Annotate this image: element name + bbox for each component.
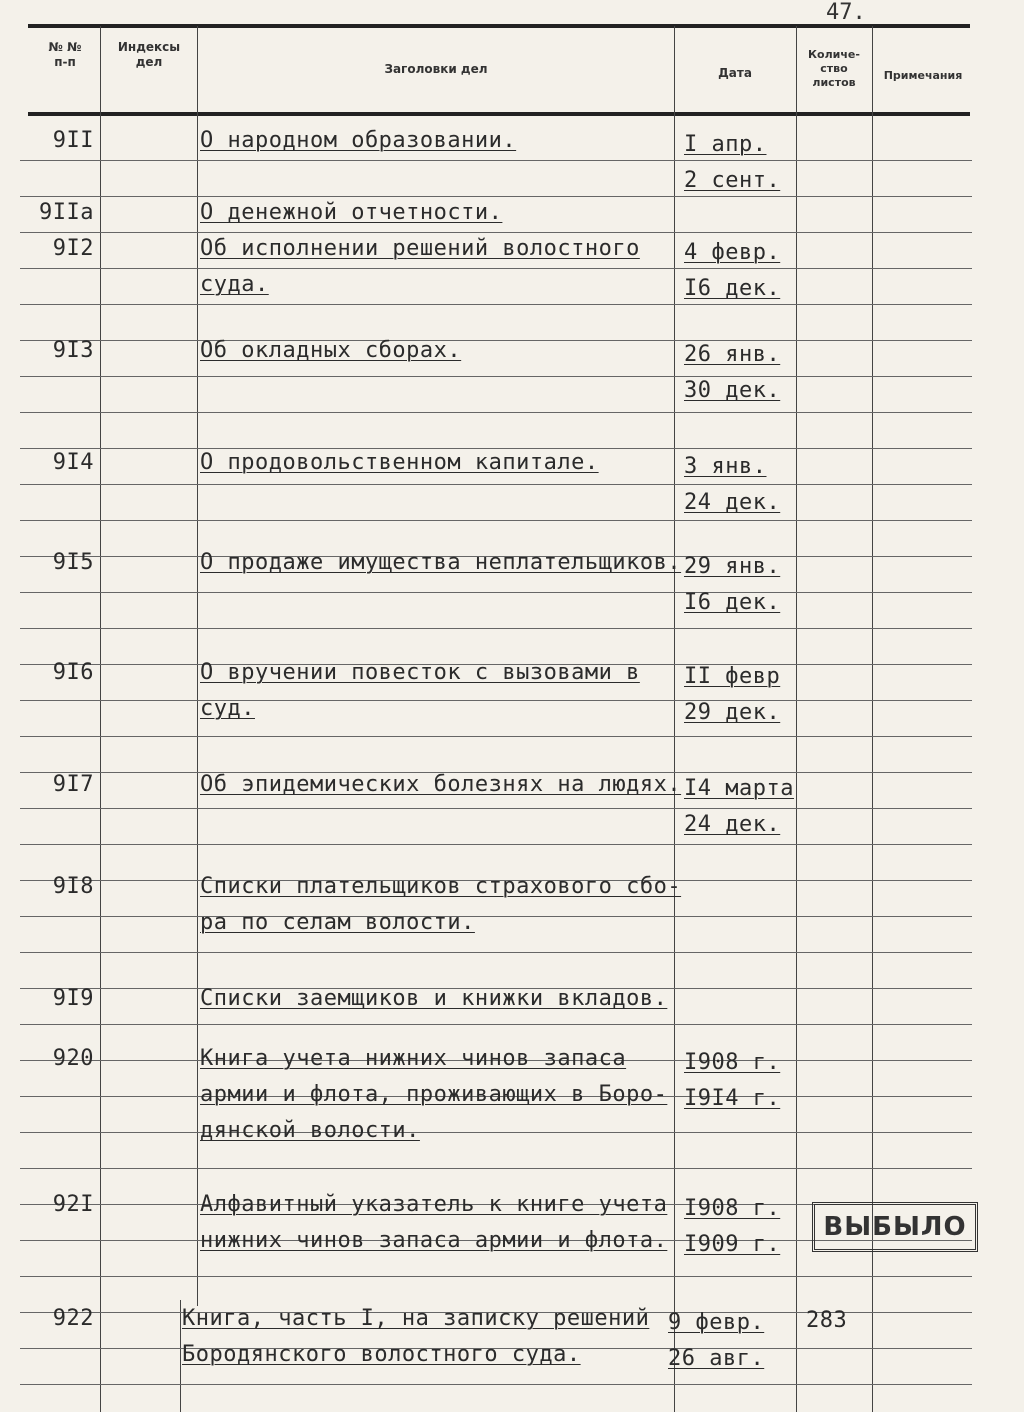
entry-date: 26 янв. <box>684 342 781 367</box>
entry-title-line: дянской волости. <box>200 1118 420 1143</box>
entry-number: 9I5 <box>52 550 94 575</box>
entry-number: 9I6 <box>52 660 94 685</box>
header-date: Дата <box>718 66 752 80</box>
entry-number: 922 <box>52 1306 94 1331</box>
ruled-line <box>20 1276 972 1277</box>
entry-date: I6 дек. <box>684 590 781 615</box>
entry-title-line: О продовольственном капитале. <box>200 450 599 475</box>
ruled-line <box>20 232 972 233</box>
ruled-line <box>20 196 972 197</box>
entry-date: I908 г. <box>684 1050 781 1075</box>
entry-number: 9IIа <box>39 200 94 225</box>
ruled-line <box>20 628 972 629</box>
entry-title-line: Об окладных сборах. <box>200 338 462 363</box>
ruled-line <box>20 700 972 701</box>
entry-date: 2 сент. <box>684 168 781 193</box>
ruled-line <box>20 916 972 917</box>
ruled-line <box>20 1132 972 1133</box>
entry-date: 30 дек. <box>684 378 781 403</box>
header-sheets: Количе- ство листов <box>808 48 860 89</box>
entry-date: 29 янв. <box>684 554 781 579</box>
entry-date: I9I4 г. <box>684 1086 781 1111</box>
entry-number: 9I2 <box>52 236 94 261</box>
ruled-line <box>20 448 972 449</box>
entry-title-line: Бородянского волостного суда. <box>182 1342 581 1367</box>
header-notes: Примечания <box>883 69 963 82</box>
ruled-line <box>20 736 972 737</box>
entry-number: 92I <box>52 1192 94 1217</box>
entry-number: 9I3 <box>52 338 94 363</box>
entry-number: 9I8 <box>52 874 94 899</box>
entry-sheets: 283 <box>806 1308 848 1333</box>
entry-title-line: Списки заемщиков и книжки вкладов. <box>200 986 668 1011</box>
entry-title-line: О вручении повесток с вызовами в <box>200 660 640 685</box>
entry-title-line: Об эпидемических болезнях на людях. <box>200 772 682 797</box>
entry-title-line: Книга учета нижних чинов запаса <box>200 1046 627 1071</box>
entry-title-line: О народном образовании. <box>200 128 517 153</box>
ruled-line <box>20 1384 972 1385</box>
entry-date: 24 дек. <box>684 490 781 515</box>
entry-number: 9II <box>52 128 94 153</box>
entry-title-line: суд. <box>200 696 255 721</box>
entry-date: I апр. <box>684 132 767 157</box>
entry-date: 3 янв. <box>684 454 767 479</box>
entry-title-line: Списки плательщиков страхового сбо- <box>200 874 682 899</box>
ruled-line <box>20 160 972 161</box>
entry-date: I909 г. <box>684 1232 781 1257</box>
entry-title-line: нижних чинов запаса армии и флота. <box>200 1228 668 1253</box>
entry-title-line: Алфавитный указатель к книге учета <box>200 1192 668 1217</box>
header-index: Индексы дел <box>117 40 181 69</box>
header-title: Заголовки дел <box>384 62 488 76</box>
col-rule-2b <box>180 1300 181 1412</box>
ruled-line <box>20 412 972 413</box>
header-bottom-rule <box>28 112 970 116</box>
entry-number: 9I9 <box>52 986 94 1011</box>
ruled-line <box>20 520 972 521</box>
entry-number: 9I7 <box>52 772 94 797</box>
ruled-line <box>20 592 972 593</box>
col-rule-2 <box>197 26 198 1306</box>
page-number: 47. <box>826 0 866 25</box>
header-top-rule <box>28 24 970 28</box>
ruled-line <box>20 952 972 953</box>
entry-number: 9I4 <box>52 450 94 475</box>
entry-title-line: Об исполнении решений волостного <box>200 236 640 261</box>
ruled-line <box>20 1024 972 1025</box>
entry-number: 920 <box>52 1046 94 1071</box>
entry-date: 9 февр. <box>668 1310 765 1335</box>
ruled-line <box>20 268 972 269</box>
entry-date: I6 дек. <box>684 276 781 301</box>
entry-date: 29 дек. <box>684 700 781 725</box>
ruled-line <box>20 808 972 809</box>
entry-date: 24 дек. <box>684 812 781 837</box>
ruled-line <box>20 844 972 845</box>
entry-title-line: армии и флота, проживающих в Боро- <box>200 1082 668 1107</box>
entry-title-line: суда. <box>200 272 269 297</box>
entry-date: 4 февр. <box>684 240 781 265</box>
ruled-line <box>20 1168 972 1169</box>
entry-date: I4 марта <box>684 776 794 801</box>
ruled-line <box>20 376 972 377</box>
entry-date: I908 г. <box>684 1196 781 1221</box>
withdrawn-stamp: ВЫБЫЛО <box>812 1202 978 1252</box>
entry-date: II февр <box>684 664 781 689</box>
ruled-line <box>20 304 972 305</box>
entry-title-line: О продаже имущества неплательщиков. <box>200 550 682 575</box>
entry-title-line: О денежной отчетности. <box>200 200 503 225</box>
entry-date: 26 авг. <box>668 1346 765 1371</box>
header-num: № № п-п <box>48 40 82 69</box>
ruled-line <box>20 484 972 485</box>
entry-title-line: ра по селам волости. <box>200 910 475 935</box>
ruled-line <box>20 340 972 341</box>
entry-title-line: Книга, часть I, на записку решений <box>182 1306 650 1331</box>
